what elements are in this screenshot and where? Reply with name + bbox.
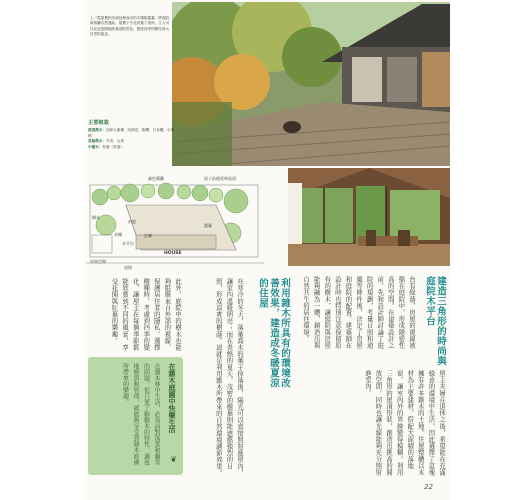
house-deck-photo [172, 2, 450, 166]
house-deck-illustration [172, 2, 450, 166]
interior-illustration [288, 168, 450, 266]
vegetation-row: 中灌木：杜鵑（雲南） [88, 144, 124, 149]
plan-label-deck-roof: 屋子前後延伸屋頂 [204, 176, 236, 181]
page-number: 22 [424, 483, 433, 491]
plan-label-deck: 露臺 [204, 223, 212, 228]
body-text-1: 台有綠蔭，房屋的視線被擋在庭院中，形成隱密性高的空間。在建築設計之前，先和設計師討論了庭院的規劃，考量日照和通風等條件後，決定了房屋和庭院的配置。建築師在設計時也特別注意保留原有的樹木，讓庭院與房屋能夠融為一體，創造出與自然共生的居住環境。 [302, 276, 415, 349]
body-text-4: 此外，庭院中的樹木也能夠阻擋來自外部的視線，保護居住者的隱私。選擇樹種時，考慮到四季的變化，讓屋主在每個季節都能欣賞到不同的風景，享受花開與紅葉的樂趣。 [110, 278, 181, 351]
vegetation-row: 常綠喬木：冬青、山茶 [88, 139, 124, 143]
vegetation-title: 主要植栽 [88, 120, 109, 126]
interior-photo [288, 168, 450, 266]
plan-label-porch: 木平台 [122, 241, 134, 246]
tip-body: 在雜木林中生活，必須面對落葉和蟲害的問題。但只要了解樹木的特性，適度地修剪和管理，就能夠享受到雜木庭園所帶來的樂趣。 [121, 363, 160, 465]
tip-box [88, 357, 183, 475]
body-text-2: 屋主夫婦在退休之後，希望能在充滿綠意的環境中生活，因此選擇了這塊擁有許多雜木的土地。住屋整體以木材為主要建材，搭配大面積的落地窗，讓室內外的界線變得模糊。利用三角形的屋頂形狀，創造出挑高的開放空間，同時也讓光線能夠充分照射進室內。 [363, 370, 445, 476]
site-plan-diagram [86, 175, 264, 273]
plan-label-tree: 樹木 [92, 215, 100, 220]
body-text-3: 在寒冷的冬天，落葉喬木的葉子掉落後，陽光可以直接照射進屋內，讓室內溫暖明亮；而在炎熱的夏天，茂密的樹葉則能遮擋強烈的日照，形成涼爽的樹蔭。這就是利用雜木所帶來的自然環境調節效果。 [214, 278, 243, 476]
site-plan-drawing [86, 175, 264, 273]
plan-label-parking: 停車空間 [90, 259, 106, 264]
plan-label-yard: 前庭 [128, 219, 136, 224]
tip-title: 在雜木庭園中快樂生活 [168, 363, 176, 433]
leaf-icon: ❦ [170, 455, 177, 464]
vegetation-row: 落葉喬木：加拿大唐棣、四照花、枹櫟、日本楓、小葉梣 [88, 128, 175, 138]
plan-label-road: 道路 [124, 265, 132, 270]
plan-label-hedge: 綠色圍籬 [148, 176, 164, 181]
section-heading-1: 建造三角形的時尚與庭院木平台 [424, 276, 446, 366]
section-heading-2: 利用雜木所具有的環境改善效果，建造成冬暖夏涼的住屋 [257, 278, 290, 388]
photo-caption: 上／從屋簷的步道延伸而出的木棧板露臺，將庭院與客廳自然連結，屋簷下方也設置了座椅，主人可以在此悠閒地欣賞庭院景色，感受四季的變化與大自然的氣息。 [90, 16, 170, 37]
plan-label-door: 玄關 [144, 233, 152, 238]
plan-label-house: HOUSE [164, 251, 182, 256]
plan-label-fence: 木柵 [114, 232, 122, 237]
vegetation-box [88, 119, 176, 171]
